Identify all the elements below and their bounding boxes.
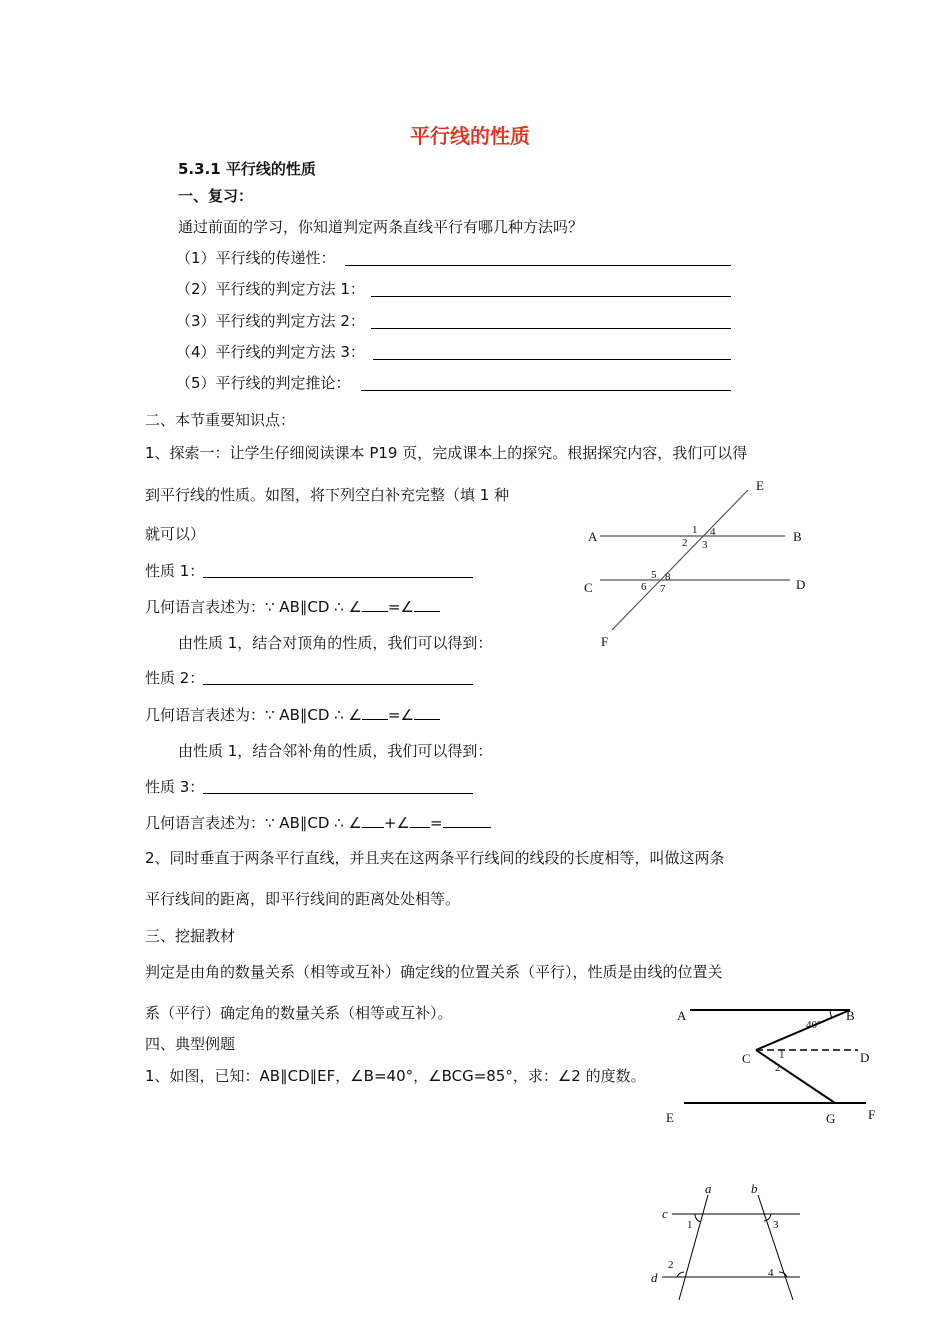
note-vertical-angles: 由性质 1，结合对顶角的性质，我们可以得到： — [178, 634, 493, 652]
example-1: 1、如图，已知：AB∥CD∥EF，∠B=40°，∠BCG=85°，求：∠2 的度数。 — [145, 1067, 646, 1085]
review-item-2: （2）平行线的判定方法 1： — [176, 280, 365, 298]
line-a — [679, 1195, 708, 1300]
label-d: d — [651, 1270, 658, 1285]
angle-1: 1 — [687, 1219, 693, 1231]
angle-2: 2 — [682, 537, 688, 549]
angle-3: 3 — [702, 539, 708, 551]
review-item-1: （1）平行线的传递性： — [176, 249, 336, 267]
angle-4: 4 — [768, 1267, 774, 1279]
property-3-label: 性质 3： — [145, 778, 205, 796]
point-c: C — [742, 1051, 751, 1066]
angle-1: 1 — [692, 524, 698, 536]
equals-3: = — [429, 814, 443, 832]
angle-1: 1 — [779, 1049, 785, 1061]
angle-3: 3 — [773, 1219, 779, 1231]
textbook-heading: 三、挖掘教材 — [145, 927, 236, 945]
angle-4-arc — [779, 1272, 787, 1277]
point-f: F — [868, 1107, 876, 1122]
angle-8: 8 — [665, 571, 671, 583]
angle-5: 5 — [651, 569, 657, 581]
examples-heading: 四、典型例题 — [145, 1035, 236, 1053]
review-item-5: （5）平行线的判定推论： — [176, 374, 351, 392]
point-d: D — [860, 1050, 870, 1065]
angle-6: 6 — [641, 581, 647, 593]
explore-line-3: 就可以） — [145, 525, 206, 543]
equals-angle-2: =∠ — [387, 706, 414, 724]
plus-angle-3: +∠ — [383, 814, 410, 832]
point-d: D — [796, 577, 806, 592]
point-g: G — [826, 1111, 836, 1126]
angle-2-arc — [677, 1272, 684, 1277]
explore-line-1: 1、探索一：让学生仔细阅读课本 P19 页，完成课本上的探究。根据探究内容，我们可以得 — [145, 444, 748, 462]
textbook-line-2: 系（平行）确定角的数量关系（相等或互补）。 — [145, 1004, 453, 1022]
geometry-prefix-3: 几何语言表述为：∵ AB∥CD ∴ ∠ — [145, 814, 362, 832]
page-title: 平行线的性质 — [410, 124, 530, 148]
angle-2: 2 — [668, 1259, 674, 1271]
review-heading: 一、复习： — [178, 187, 254, 205]
geometry-prefix-1: 几何语言表述为：∵ AB∥CD ∴ ∠ — [145, 598, 362, 616]
point-a: A — [677, 1008, 687, 1023]
label-c: c — [662, 1206, 668, 1221]
angle-1-arc — [695, 1214, 701, 1222]
angle-b-label: 40° — [806, 1019, 822, 1031]
point-f: F — [601, 634, 609, 649]
point-b: B — [793, 529, 802, 544]
textbook-line-1: 判定是由角的数量关系（相等或互补）确定线的位置关系（平行），性质是由线的位置关 — [145, 963, 723, 981]
angle-4: 4 — [710, 526, 716, 538]
point-b: B — [846, 1008, 855, 1023]
equals-angle-1: =∠ — [387, 598, 414, 616]
review-question: 通过前面的学习，你知道判定两条直线平行有哪几种方法吗？ — [178, 218, 584, 236]
knowledge-heading: 二、本节重要知识点： — [145, 411, 296, 429]
section-title: 5.3.1 平行线的性质 — [178, 160, 316, 178]
point-c: C — [584, 580, 593, 595]
note-supplementary-angles: 由性质 1，结合邻补角的性质，我们可以得到： — [178, 742, 493, 760]
distance-line-2: 平行线间的距离，即平行线间的距离处处相等。 — [145, 890, 461, 908]
point-e: E — [666, 1110, 674, 1125]
geometry-prefix-2: 几何语言表述为：∵ AB∥CD ∴ ∠ — [145, 706, 362, 724]
point-a: A — [588, 529, 598, 544]
property-1-label: 性质 1： — [145, 562, 205, 580]
label-a: a — [705, 1181, 712, 1196]
point-e: E — [756, 478, 764, 493]
label-b: b — [751, 1181, 758, 1196]
review-item-3: （3）平行线的判定方法 2： — [176, 312, 365, 330]
angle-7: 7 — [660, 583, 666, 595]
property-2-label: 性质 2： — [145, 669, 205, 687]
distance-line-1: 2、同时垂直于两条平行直线，并且夹在这两条平行线间的线段的长度相等，叫做这两条 — [145, 849, 725, 867]
explore-line-2: 到平行线的性质。如图，将下列空白补充完整（填 1 种 — [145, 486, 510, 504]
angle-2: 2 — [775, 1062, 781, 1074]
line-b — [758, 1195, 793, 1300]
review-item-4: （4）平行线的判定方法 3： — [176, 343, 365, 361]
